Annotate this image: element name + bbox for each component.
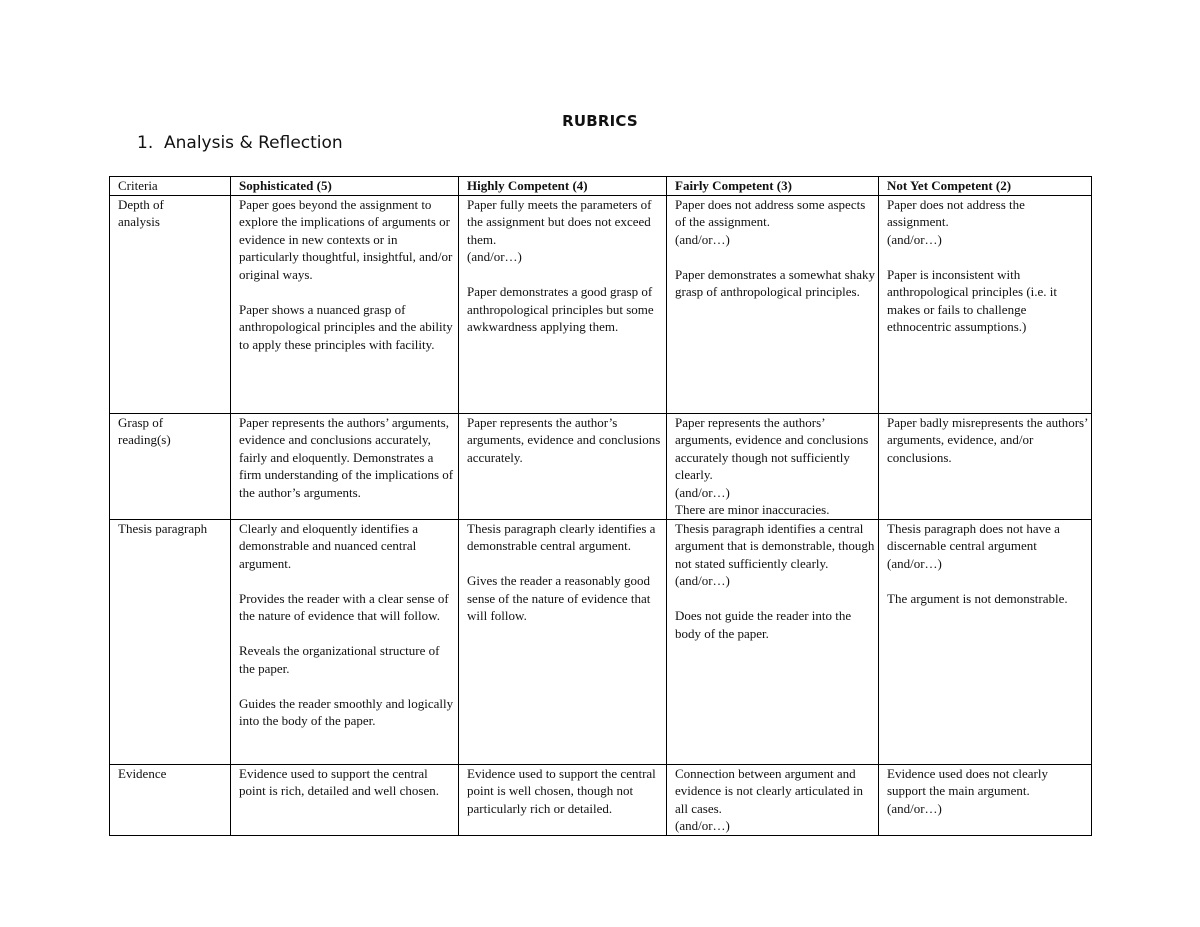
section-number: 1.: [137, 133, 154, 153]
rubric-cell: Thesis paragraph identifies a central argument that is demonstrable, though not stated sufficiently clearly. (and/or…) Does not guide the reader into the body of the paper.: [667, 519, 879, 764]
table-row-thesis-paragraph: [110, 519, 1092, 764]
rubric-cell: Paper badly misrepresents the authors’ arguments, evidence, and/or conclusions.: [879, 413, 1092, 519]
column-header-highly-competent: Highly Competent (4): [459, 177, 667, 196]
rubric-cell: Paper represents the authors’ arguments, evidence and conclusions accurately though not sufficiently clearly. (and/or…) There are minor inaccuracies.: [667, 413, 879, 519]
rubric-cell: Paper represents the authors’ arguments, evidence and conclusions accurately, fairly and eloquently. Demonstrates a firm understanding of the implications of the author’s arguments.: [231, 413, 459, 519]
page-title: RUBRICS: [562, 112, 638, 130]
table-row-grasp-of-readings: [110, 413, 1092, 519]
table-header-row: [110, 177, 1092, 196]
criterion-cell: Thesis paragraph: [110, 519, 231, 764]
rubric-cell: Thesis paragraph does not have a discernable central argument (and/or…) The argument is not demonstrable.: [879, 519, 1092, 764]
rubric-cell: Paper represents the author’s arguments, evidence and conclusions accurately.: [459, 413, 667, 519]
rubric-cell: Paper fully meets the parameters of the assignment but does not exceed them. (and/or…) Paper demonstrates a good grasp of anthropological principles but some awkwardness applying them.: [459, 195, 667, 413]
rubric-cell: Paper does not address the assignment. (and/or…) Paper is inconsistent with anthropological principles (i.e. it makes or fails to challenge ethnocentric assumptions.): [879, 195, 1092, 413]
column-header-sophisticated: Sophisticated (5): [231, 177, 459, 196]
column-header-fairly-competent: Fairly Competent (3): [667, 177, 879, 196]
criterion-cell: Depth of analysis: [110, 195, 231, 413]
rubric-table: [109, 176, 1092, 836]
table-row-evidence: [110, 764, 1092, 835]
criterion-cell: Evidence: [110, 764, 231, 835]
criterion-cell: Grasp of reading(s): [110, 413, 231, 519]
section-title: Analysis & Reflection: [164, 133, 343, 153]
rubric-cell: Evidence used to support the central point is well chosen, though not particularly rich or detailed.: [459, 764, 667, 835]
column-header-criteria: Criteria: [110, 177, 231, 196]
rubric-cell: Evidence used does not clearly support the main argument. (and/or…): [879, 764, 1092, 835]
rubric-cell: Evidence used to support the central point is rich, detailed and well chosen.: [231, 764, 459, 835]
rubric-cell: Connection between argument and evidence is not clearly articulated in all cases. (and/or…): [667, 764, 879, 835]
rubric-cell: Paper does not address some aspects of the assignment. (and/or…) Paper demonstrates a somewhat shaky grasp of anthropological principles.: [667, 195, 879, 413]
table-row-depth-of-analysis: [110, 195, 1092, 413]
rubric-cell: Paper goes beyond the assignment to explore the implications of arguments or evidence in new contexts or in particularly thoughtful, insightful, and/or original ways. Paper shows a nuanced grasp of anthropological principles and the ability to apply these principles with facility.: [231, 195, 459, 413]
column-header-not-yet-competent: Not Yet Competent (2): [879, 177, 1092, 196]
rubric-cell: Thesis paragraph clearly identifies a demonstrable central argument. Gives the reader a reasonably good sense of the nature of evidence that will follow.: [459, 519, 667, 764]
section-heading: [137, 133, 343, 153]
rubric-cell: Clearly and eloquently identifies a demonstrable and nuanced central argument. Provides the reader with a clear sense of the nature of evidence that will follow. Reveals the organizational structure of the paper. Guides the reader smoothly and logically into the body of the paper.: [231, 519, 459, 764]
